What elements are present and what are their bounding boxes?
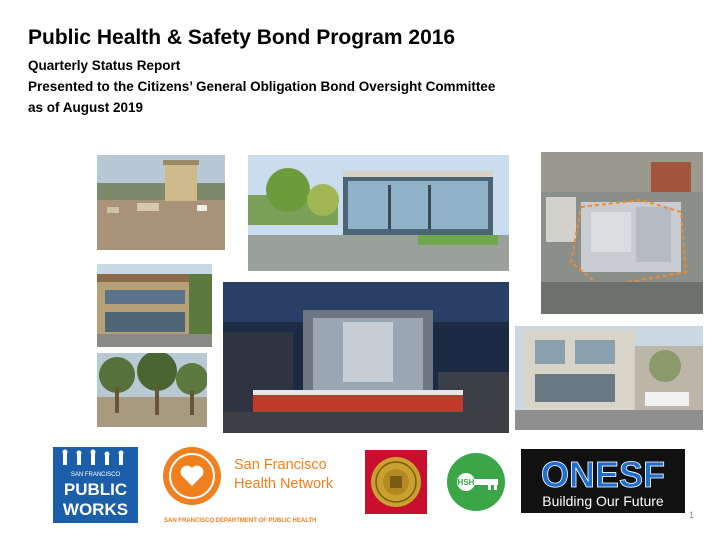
public-works-logo xyxy=(53,447,138,523)
public-works-line3: WORKS xyxy=(62,500,129,519)
subtitle-date: as of August 2019 xyxy=(28,100,144,115)
hsh-text: HSH xyxy=(457,478,475,487)
health-network-line2: Health Network xyxy=(234,476,334,492)
subtitle-report: Quarterly Status Report xyxy=(28,58,181,73)
photo-library-rendering xyxy=(248,155,509,271)
health-network-line1: San Francisco xyxy=(234,457,327,473)
health-network-tagline: SAN FRANCISCO DEPARTMENT OF PUBLIC HEALTH xyxy=(164,518,317,524)
slide-title: Public Health & Safety Bond Program 2016 xyxy=(28,26,456,49)
photo-fire-station xyxy=(223,282,509,433)
photo-rooftop xyxy=(97,155,225,250)
photo-street-building xyxy=(515,326,703,430)
onesf-logo xyxy=(521,449,685,513)
photo-hospital-aerial xyxy=(541,152,703,314)
city-seal-icon xyxy=(371,457,421,507)
city-seal-logo xyxy=(365,450,427,514)
onesf-tagline: Building Our Future xyxy=(542,493,664,509)
health-network-logo xyxy=(162,446,352,526)
photo-building-facade xyxy=(97,264,212,347)
photo-trees xyxy=(97,353,207,427)
subtitle-presented: Presented to the Citizens’ General Obligation Bond Oversight Committee xyxy=(28,79,496,94)
hsh-logo xyxy=(446,452,506,512)
public-works-line1: SAN FRANCISCO xyxy=(70,472,121,478)
onesf-text: ONESF xyxy=(540,454,666,495)
page-number: 1 xyxy=(688,510,694,520)
public-works-line2: PUBLIC xyxy=(63,480,128,499)
